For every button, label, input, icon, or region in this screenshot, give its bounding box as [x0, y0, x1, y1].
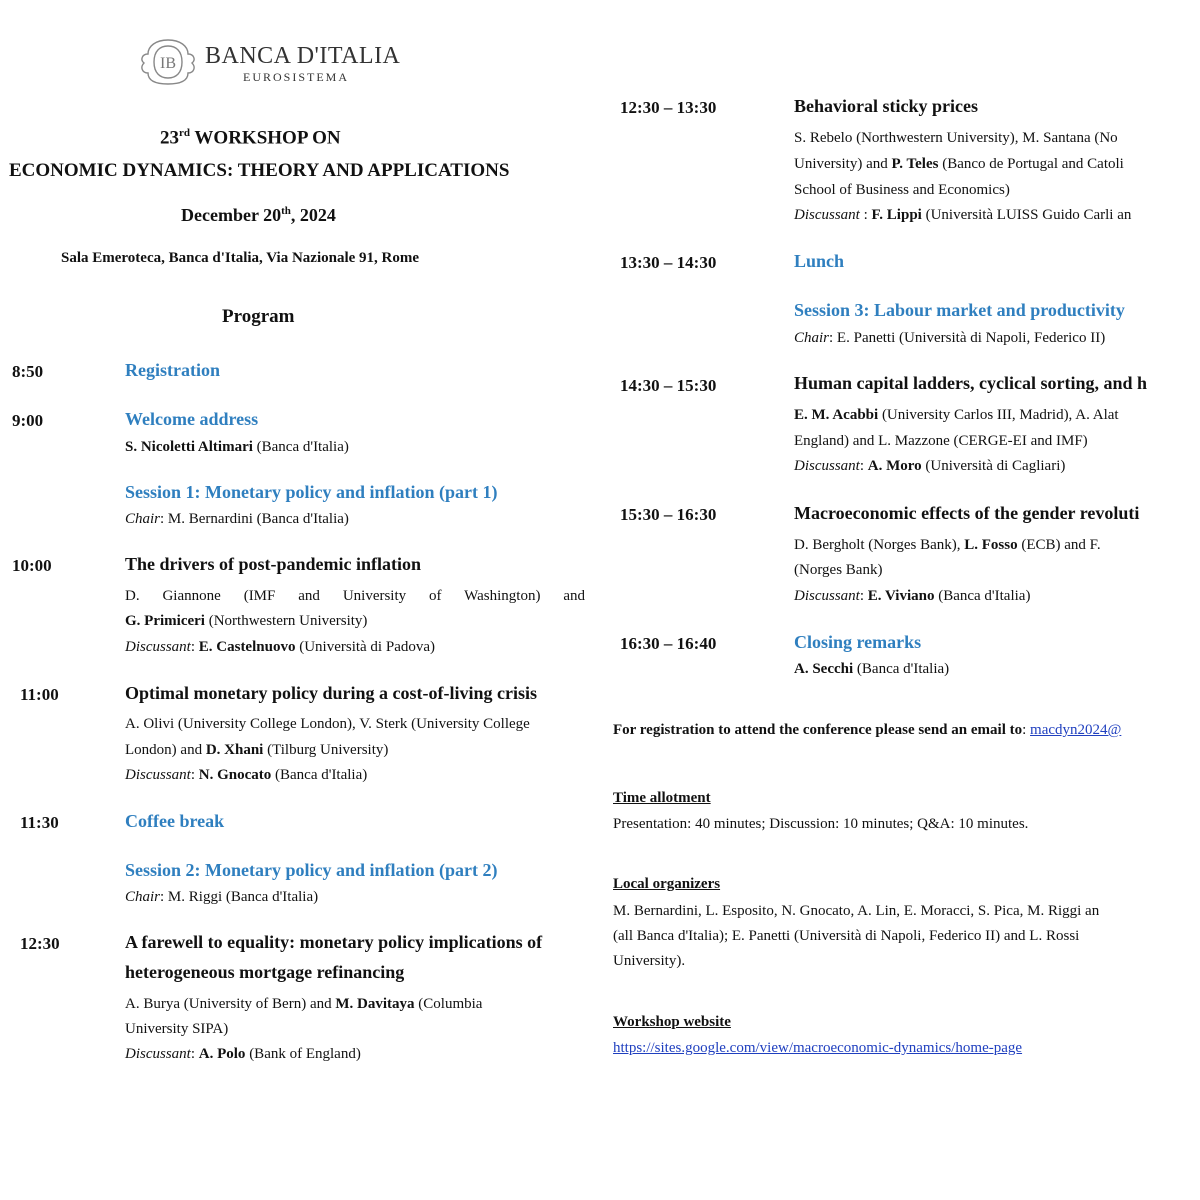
time-allotment-heading: Time allotment [613, 790, 711, 806]
authors-text: London) and [125, 742, 206, 758]
talk-5-authors-line2: England) and L. Mazzone (CERGE-EI and IMF) [794, 433, 1088, 449]
talk-6-authors-line2: (Norges Bank) [794, 562, 883, 578]
brand-name: BANCA D'ITALIA [205, 43, 401, 69]
talk-6-discussant: Discussant: E. Viviano (Banca d'Italia) [794, 588, 1031, 604]
talk-4-discussant: Discussant : F. Lippi (Università LUISS Guido Carli an [794, 207, 1132, 223]
talk-6-title: Macroeconomic effects of the gender revoluti [794, 503, 1140, 523]
speaker-name: S. Nicoletti Altimari [125, 439, 253, 455]
chair-label: Chair [794, 330, 830, 346]
program-heading: Program [222, 306, 295, 327]
date-year: , 2024 [290, 205, 336, 225]
talk-5-discussant: Discussant: A. Moro (Università di Cagliari) [794, 458, 1066, 474]
author-affiliation: (Tilburg University) [263, 742, 389, 758]
time-closing: 16:30 – 16:40 [620, 634, 717, 653]
talk-2-authors-line1: A. Olivi (University College London), V. Sterk (University College [125, 716, 530, 732]
time-talk-5: 14:30 – 15:30 [620, 376, 717, 395]
time-talk-2: 11:00 [20, 685, 59, 704]
discussant-affiliation: (Banca d'Italia) [934, 588, 1031, 604]
time-talk-1: 10:00 [12, 556, 52, 575]
discussant-affiliation: (Università di Padova) [295, 639, 436, 655]
talk-3-title-line1: A farewell to equality: monetary policy implications of [125, 932, 543, 952]
talk-1-discussant: Discussant: E. Castelnuovo (Università di Padova) [125, 639, 436, 655]
workshop-title-line1 [160, 127, 341, 149]
workshop-date [181, 205, 336, 226]
author-name: E. M. Acabbi [794, 407, 879, 423]
session-1-chair [125, 511, 349, 528]
talk-6-authors-line1 [794, 537, 1101, 554]
time-coffee-break: 11:30 [20, 813, 59, 832]
session-1-title: Session 1: Monetary policy and inflation (part 1) [125, 482, 498, 502]
workshop-website-heading: Workshop website [613, 1014, 731, 1030]
speaker-name: A. Secchi [794, 661, 854, 677]
talk-4-authors-line3: School of Business and Economics) [794, 182, 1010, 198]
discussant-label: Discussant [125, 767, 191, 783]
date-suffix: th [281, 205, 291, 217]
discussant-name: E. Viviano [867, 588, 935, 604]
time-talk-4: 12:30 – 13:30 [620, 98, 717, 117]
author-name: D. Xhani [205, 742, 264, 758]
workshop-title-line2: ECONOMIC DYNAMICS: THEORY AND APPLICATIONS [9, 160, 510, 181]
session-2-chair [125, 889, 318, 906]
talk-3-authors-line1 [125, 996, 482, 1013]
talk-3-title-line2: heterogeneous mortgage refinancing [125, 962, 405, 982]
talk-4-authors-line1: S. Rebelo (Northwestern University), M. Santana (No [794, 130, 1118, 146]
talk-5-title: Human capital ladders, cyclical sorting, and h [794, 373, 1148, 393]
session-3-title: Session 3: Labour market and productivity [794, 300, 1125, 320]
talk-4-title: Behavioral sticky prices [794, 96, 978, 116]
workshop-title-text: WORKSHOP ON [194, 127, 341, 149]
discussant-label: Discussant [794, 588, 860, 604]
welcome-address-label: Welcome address [125, 409, 259, 429]
time-lunch: 13:30 – 14:30 [620, 253, 717, 272]
discussant-name: F. Lippi [871, 207, 922, 223]
discussant-affiliation: (Università LUISS Guido Carli an [921, 207, 1132, 223]
discussant-name: N. Gnocato [198, 767, 272, 783]
registration-text: For registration to attend the conference please send an email to [613, 722, 1023, 738]
author-affiliation: (Northwestern University) [204, 613, 368, 629]
time-talk-3: 12:30 [20, 934, 60, 953]
chair-label: Chair [125, 511, 161, 527]
session-3-chair [794, 330, 1105, 347]
local-organizers-line2: (all Banca d'Italia); E. Panetti (Università di Napoli, Federico II) and L. Rossi [613, 928, 1080, 944]
talk-3-discussant: Discussant: A. Polo (Bank of England) [125, 1046, 361, 1062]
chair-text: : E. Panetti (Università di Napoli, Federico II) [829, 330, 1106, 346]
time-registration: 8:50 [12, 362, 44, 381]
welcome-speaker [125, 439, 349, 456]
banca-italia-logo [138, 36, 198, 86]
discussant-affiliation: (Università di Cagliari) [921, 458, 1066, 474]
registration-colon: : [1022, 722, 1031, 738]
time-allotment-text: Presentation: 40 minutes; Discussion: 10 minutes; Q&A: 10 minutes. [613, 816, 1029, 832]
discussant-name: A. Moro [867, 458, 922, 474]
talk-2-title: Optimal monetary policy during a cost-of-living crisis [125, 683, 537, 703]
author-name: P. Teles [891, 156, 939, 172]
talk-4-authors-line2 [794, 156, 1124, 173]
workshop-number-suffix: rd [179, 127, 190, 139]
time-welcome: 9:00 [12, 411, 44, 430]
discussant-name: A. Polo [198, 1046, 246, 1062]
talk-2-discussant: Discussant: N. Gnocato (Banca d'Italia) [125, 767, 368, 783]
registration-email-link[interactable]: macdyn2024@ [1030, 722, 1122, 738]
discussant-name: E. Castelnuovo [198, 639, 296, 655]
talk-1-authors-line2 [125, 613, 367, 630]
local-organizers-line1: M. Bernardini, L. Esposito, N. Gnocato, A. Lin, E. Moracci, S. Pica, M. Riggi an [613, 903, 1100, 919]
brand-subtitle: EUROSISTEMA [243, 70, 350, 84]
workshop-number: 23 [160, 127, 179, 149]
registration-label: Registration [125, 360, 220, 380]
authors-text: A. Burya (University of Bern) and [125, 996, 336, 1012]
authors-text: D. Bergholt (Norges Bank), [794, 537, 965, 553]
author-name: M. Davitaya [335, 996, 415, 1012]
local-organizers-heading: Local organizers [613, 876, 721, 892]
discussant-label: Discussant [125, 639, 191, 655]
session-2-title: Session 2: Monetary policy and inflation (part 2) [125, 860, 498, 880]
local-organizers-line3: University). [613, 953, 686, 969]
author-affiliation: (ECB) and F. [1017, 537, 1101, 553]
talk-1-title: The drivers of post-pandemic inflation [125, 554, 422, 574]
chair-text: : M. Riggi (Banca d'Italia) [160, 889, 319, 905]
svg-text:IB: IB [160, 55, 176, 72]
author-affiliation: (Columbia [414, 996, 483, 1012]
chair-label: Chair [125, 889, 161, 905]
closing-remarks-label: Closing remarks [794, 632, 922, 652]
talk-2-authors-line2 [125, 742, 388, 759]
talk-3-authors-line2: University SIPA) [125, 1021, 229, 1037]
talk-1-authors-line1: D. Giannone (IMF and University of Washington) and [125, 588, 585, 604]
venue: Sala Emeroteca, Banca d'Italia, Via Nazionale 91, Rome [61, 250, 420, 266]
author-affiliation: (Banco de Portugal and Catoli [938, 156, 1124, 172]
authors-text: University) and [794, 156, 892, 172]
date-text: December 20 [181, 205, 282, 225]
author-name: L. Fosso [964, 537, 1018, 553]
coffee-break-label: Coffee break [125, 811, 225, 831]
lunch-label: Lunch [794, 251, 845, 271]
discussant-label: Discussant [125, 1046, 191, 1062]
speaker-affiliation: (Banca d'Italia) [252, 439, 349, 455]
discussant-affiliation: (Banca d'Italia) [271, 767, 368, 783]
speaker-affiliation: (Banca d'Italia) [853, 661, 950, 677]
author-name: G. Primiceri [125, 613, 205, 629]
chair-text: : M. Bernardini (Banca d'Italia) [160, 511, 349, 527]
discussant-affiliation: (Bank of England) [245, 1046, 361, 1062]
discussant-label: Discussant [794, 207, 860, 223]
registration-note [613, 722, 1121, 739]
workshop-website-link[interactable]: https://sites.google.com/view/macroeconomic-dynamics/home-page [613, 1040, 1023, 1056]
talk-5-authors-line1 [794, 407, 1119, 424]
discussant-label: Discussant [794, 458, 860, 474]
time-talk-6: 15:30 – 16:30 [620, 505, 717, 524]
author-affiliation: (University Carlos III, Madrid), A. Alat [878, 407, 1119, 423]
closing-speaker [794, 661, 949, 678]
